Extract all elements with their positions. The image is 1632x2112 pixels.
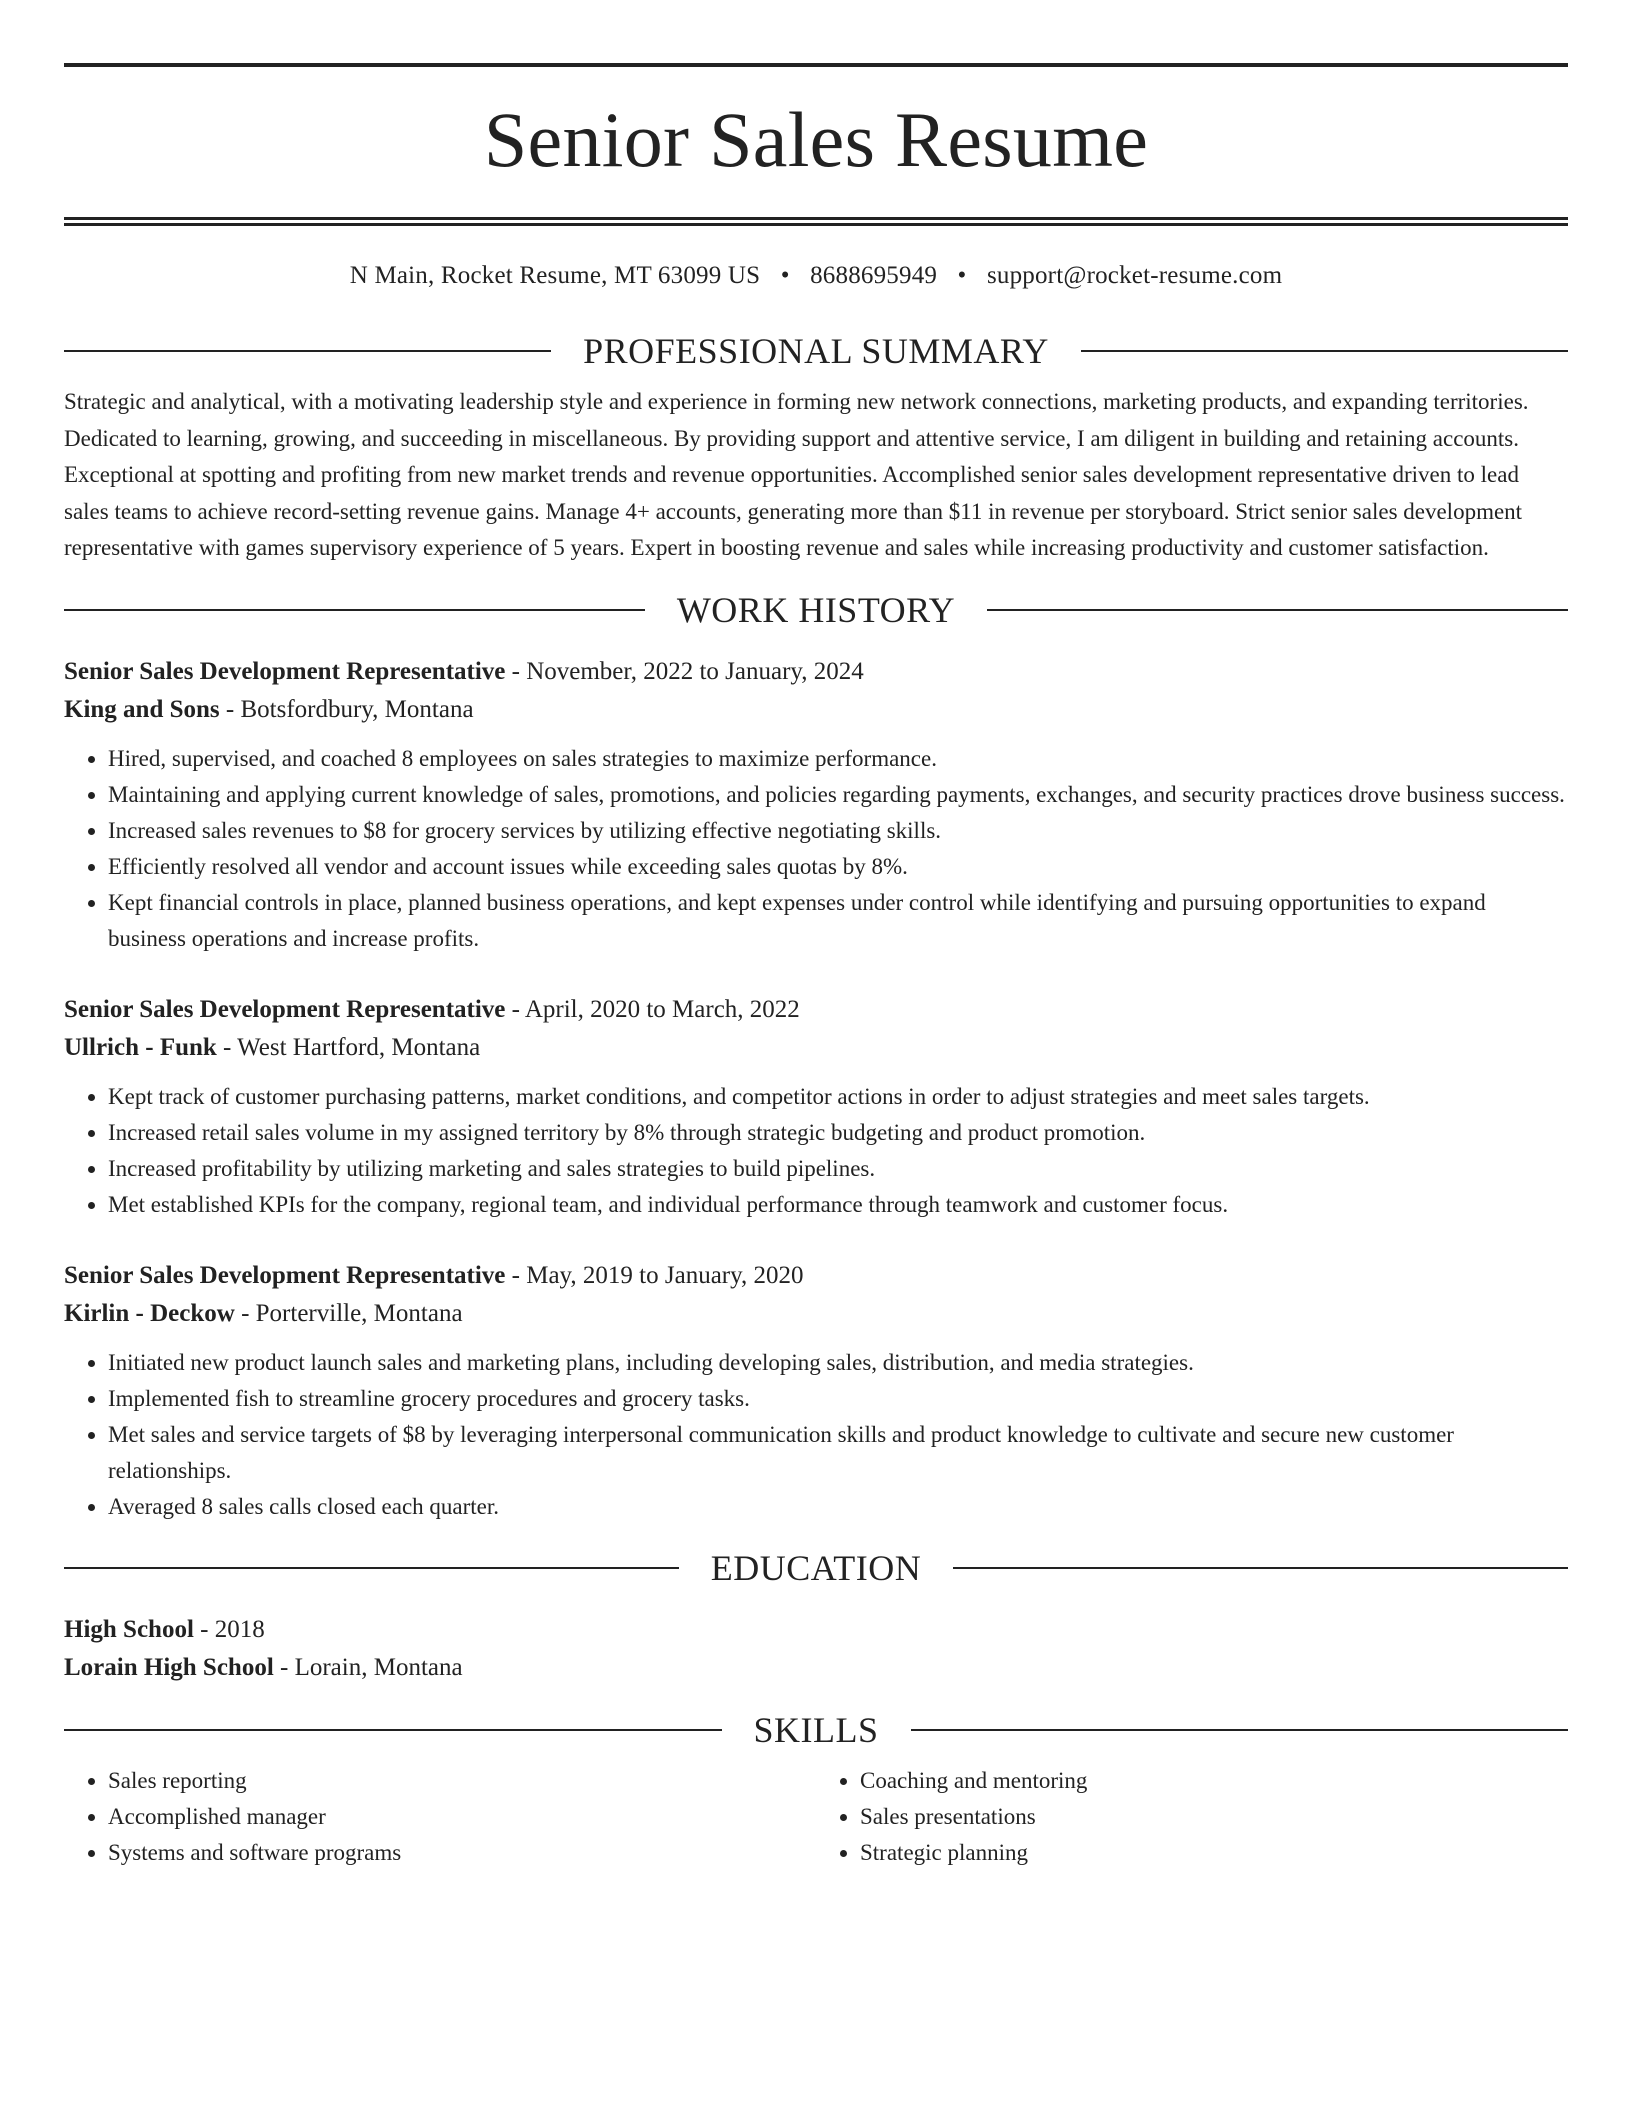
job-bullet: • Kept financial controls in place, planned business operations, and kept expenses under control while identifying and pursuing opportunities to expand business operations and increase profits.: [108, 885, 1568, 957]
job-bullet: • Increased sales revenues to $8 for grocery services by utilizing effective negotiating skills.: [108, 813, 1568, 849]
job-bullet: • Kept track of customer purchasing patterns, market conditions, and competitor actions in order to adjust strategies and meet sales targets.: [108, 1079, 1568, 1115]
contact-email: support@rocket-resume.com: [986, 262, 1283, 289]
education-school: Lorain High School: [64, 1653, 274, 1681]
title-double-rule: [64, 217, 1568, 226]
section-header-skills: [64, 1709, 1568, 1751]
section-title-work: WORK HISTORY: [676, 589, 956, 630]
job-company-line: [64, 691, 1568, 729]
job-company-line: [64, 1295, 1568, 1333]
section-rule: [911, 1729, 1569, 1731]
education-entry: [64, 1611, 1568, 1687]
section-rule: [64, 1567, 679, 1569]
job-title: Senior Sales Development Representative: [64, 995, 506, 1023]
top-rule: [64, 63, 1568, 67]
job-location: - West Hartford, Montana: [216, 1033, 481, 1061]
section-header-work: [64, 589, 1568, 631]
contact-separator: •: [780, 262, 790, 289]
contact-separator: •: [957, 262, 967, 289]
job-bullet: • Increased retail sales volume in my assigned territory by 8% through strategic budgeting and product promotion.: [108, 1115, 1568, 1151]
summary-text: Strategic and analytical, with a motivating leadership style and experience in forming new network connections, marketing products, and expanding territories. Dedicated to learning, growing, and succeeding in miscellaneous. By providing support and attentive service, I am diligent in building and retaining accounts. Exceptional at spotting and profiting from new market trends and revenue opportunities. Accomplished senior sales development representative driven to lead sales teams to achieve record-setting revenue gains. Manage 4+ accounts, generating more than $11 in revenue per storyboard. Strict senior sales development representative with games supervisory experience of 5 years. Expert in boosting revenue and sales while increasing productivity and customer satisfaction.: [64, 389, 1529, 560]
job-bullet: • Initiated new product launch sales and marketing plans, including developing sales, distribution, and media strategies.: [108, 1345, 1568, 1381]
section-header-summary: [64, 330, 1568, 372]
education-degree-line: [64, 1611, 1568, 1649]
education-year: - 2018: [193, 1615, 265, 1643]
contact-line: [64, 262, 1568, 290]
job-title-line: [64, 991, 1568, 1029]
section-title-summary: PROFESSIONAL SUMMARY: [583, 331, 1049, 371]
job-dates: - April, 2020 to March, 2022: [505, 995, 800, 1023]
job-bullet: • Efficiently resolved all vendor and account issues while exceeding sales quotas by 8%.: [108, 849, 1568, 885]
section-header-education: [64, 1547, 1568, 1589]
skill-item: • Strategic planning: [860, 1835, 1568, 1871]
job-bullet: • Implemented fish to streamline grocery procedures and grocery tasks.: [108, 1381, 1568, 1417]
job-company: King and Sons: [64, 695, 220, 723]
education-degree: High School: [64, 1615, 194, 1643]
job-entry: [64, 653, 1568, 957]
section-title-skills: SKILLS: [753, 1709, 879, 1750]
job-company: Kirlin - Deckow: [64, 1299, 235, 1327]
skill-item: • Systems and software programs: [108, 1835, 816, 1871]
section-rule: [64, 350, 551, 352]
resume-title: Senior Sales Resume: [483, 96, 1149, 183]
job-dates: - May, 2019 to January, 2020: [505, 1261, 804, 1289]
job-title: Senior Sales Development Representative: [64, 1261, 506, 1289]
education-location: - Lorain, Montana: [273, 1653, 463, 1681]
job-bullets: [64, 741, 1568, 957]
education-school-line: [64, 1649, 1568, 1687]
contact-address: N Main, Rocket Resume, MT 63099 US: [349, 262, 761, 289]
section-rule: [64, 609, 645, 611]
job-entry: [64, 1257, 1568, 1525]
job-bullet: • Met established KPIs for the company, regional team, and individual performance through teamwork and customer focus.: [108, 1187, 1568, 1223]
job-location: - Botsfordbury, Montana: [219, 695, 474, 723]
job-company-line: [64, 1029, 1568, 1067]
skill-item: • Sales presentations: [860, 1799, 1568, 1835]
job-entry: [64, 991, 1568, 1223]
job-location: - Porterville, Montana: [234, 1299, 463, 1327]
section-rule: [1081, 350, 1568, 352]
section-rule: [987, 609, 1568, 611]
skills-column-right: [816, 1763, 1568, 1871]
skills-grid: [64, 1763, 1568, 1871]
job-bullet: • Increased profitability by utilizing marketing and sales strategies to build pipelines.: [108, 1151, 1568, 1187]
job-title-line: [64, 1257, 1568, 1295]
section-rule: [64, 1729, 722, 1731]
job-dates: - November, 2022 to January, 2024: [505, 657, 864, 685]
skill-item: • Sales reporting: [108, 1763, 816, 1799]
job-bullet: • Averaged 8 sales calls closed each quarter.: [108, 1489, 1568, 1525]
job-bullet: • Met sales and service targets of $8 by leveraging interpersonal communication skills and product knowledge to cultivate and secure new customer relationships.: [108, 1417, 1568, 1489]
job-company: Ullrich - Funk: [64, 1033, 217, 1061]
job-title: Senior Sales Development Representative: [64, 657, 506, 685]
contact-phone: 8688695949: [810, 262, 938, 289]
job-bullet: • Maintaining and applying current knowledge of sales, promotions, and policies regarding payments, exchanges, and security practices drove business success.: [108, 777, 1568, 813]
skills-column-left: [64, 1763, 816, 1871]
job-bullet: • Hired, supervised, and coached 8 employees on sales strategies to maximize performance.: [108, 741, 1568, 777]
job-bullets: [64, 1345, 1568, 1525]
section-title-education: EDUCATION: [710, 1547, 922, 1588]
section-rule: [953, 1567, 1568, 1569]
skill-item: • Coaching and mentoring: [860, 1763, 1568, 1799]
job-bullets: [64, 1079, 1568, 1223]
skill-item: • Accomplished manager: [108, 1799, 816, 1835]
job-title-line: [64, 653, 1568, 691]
